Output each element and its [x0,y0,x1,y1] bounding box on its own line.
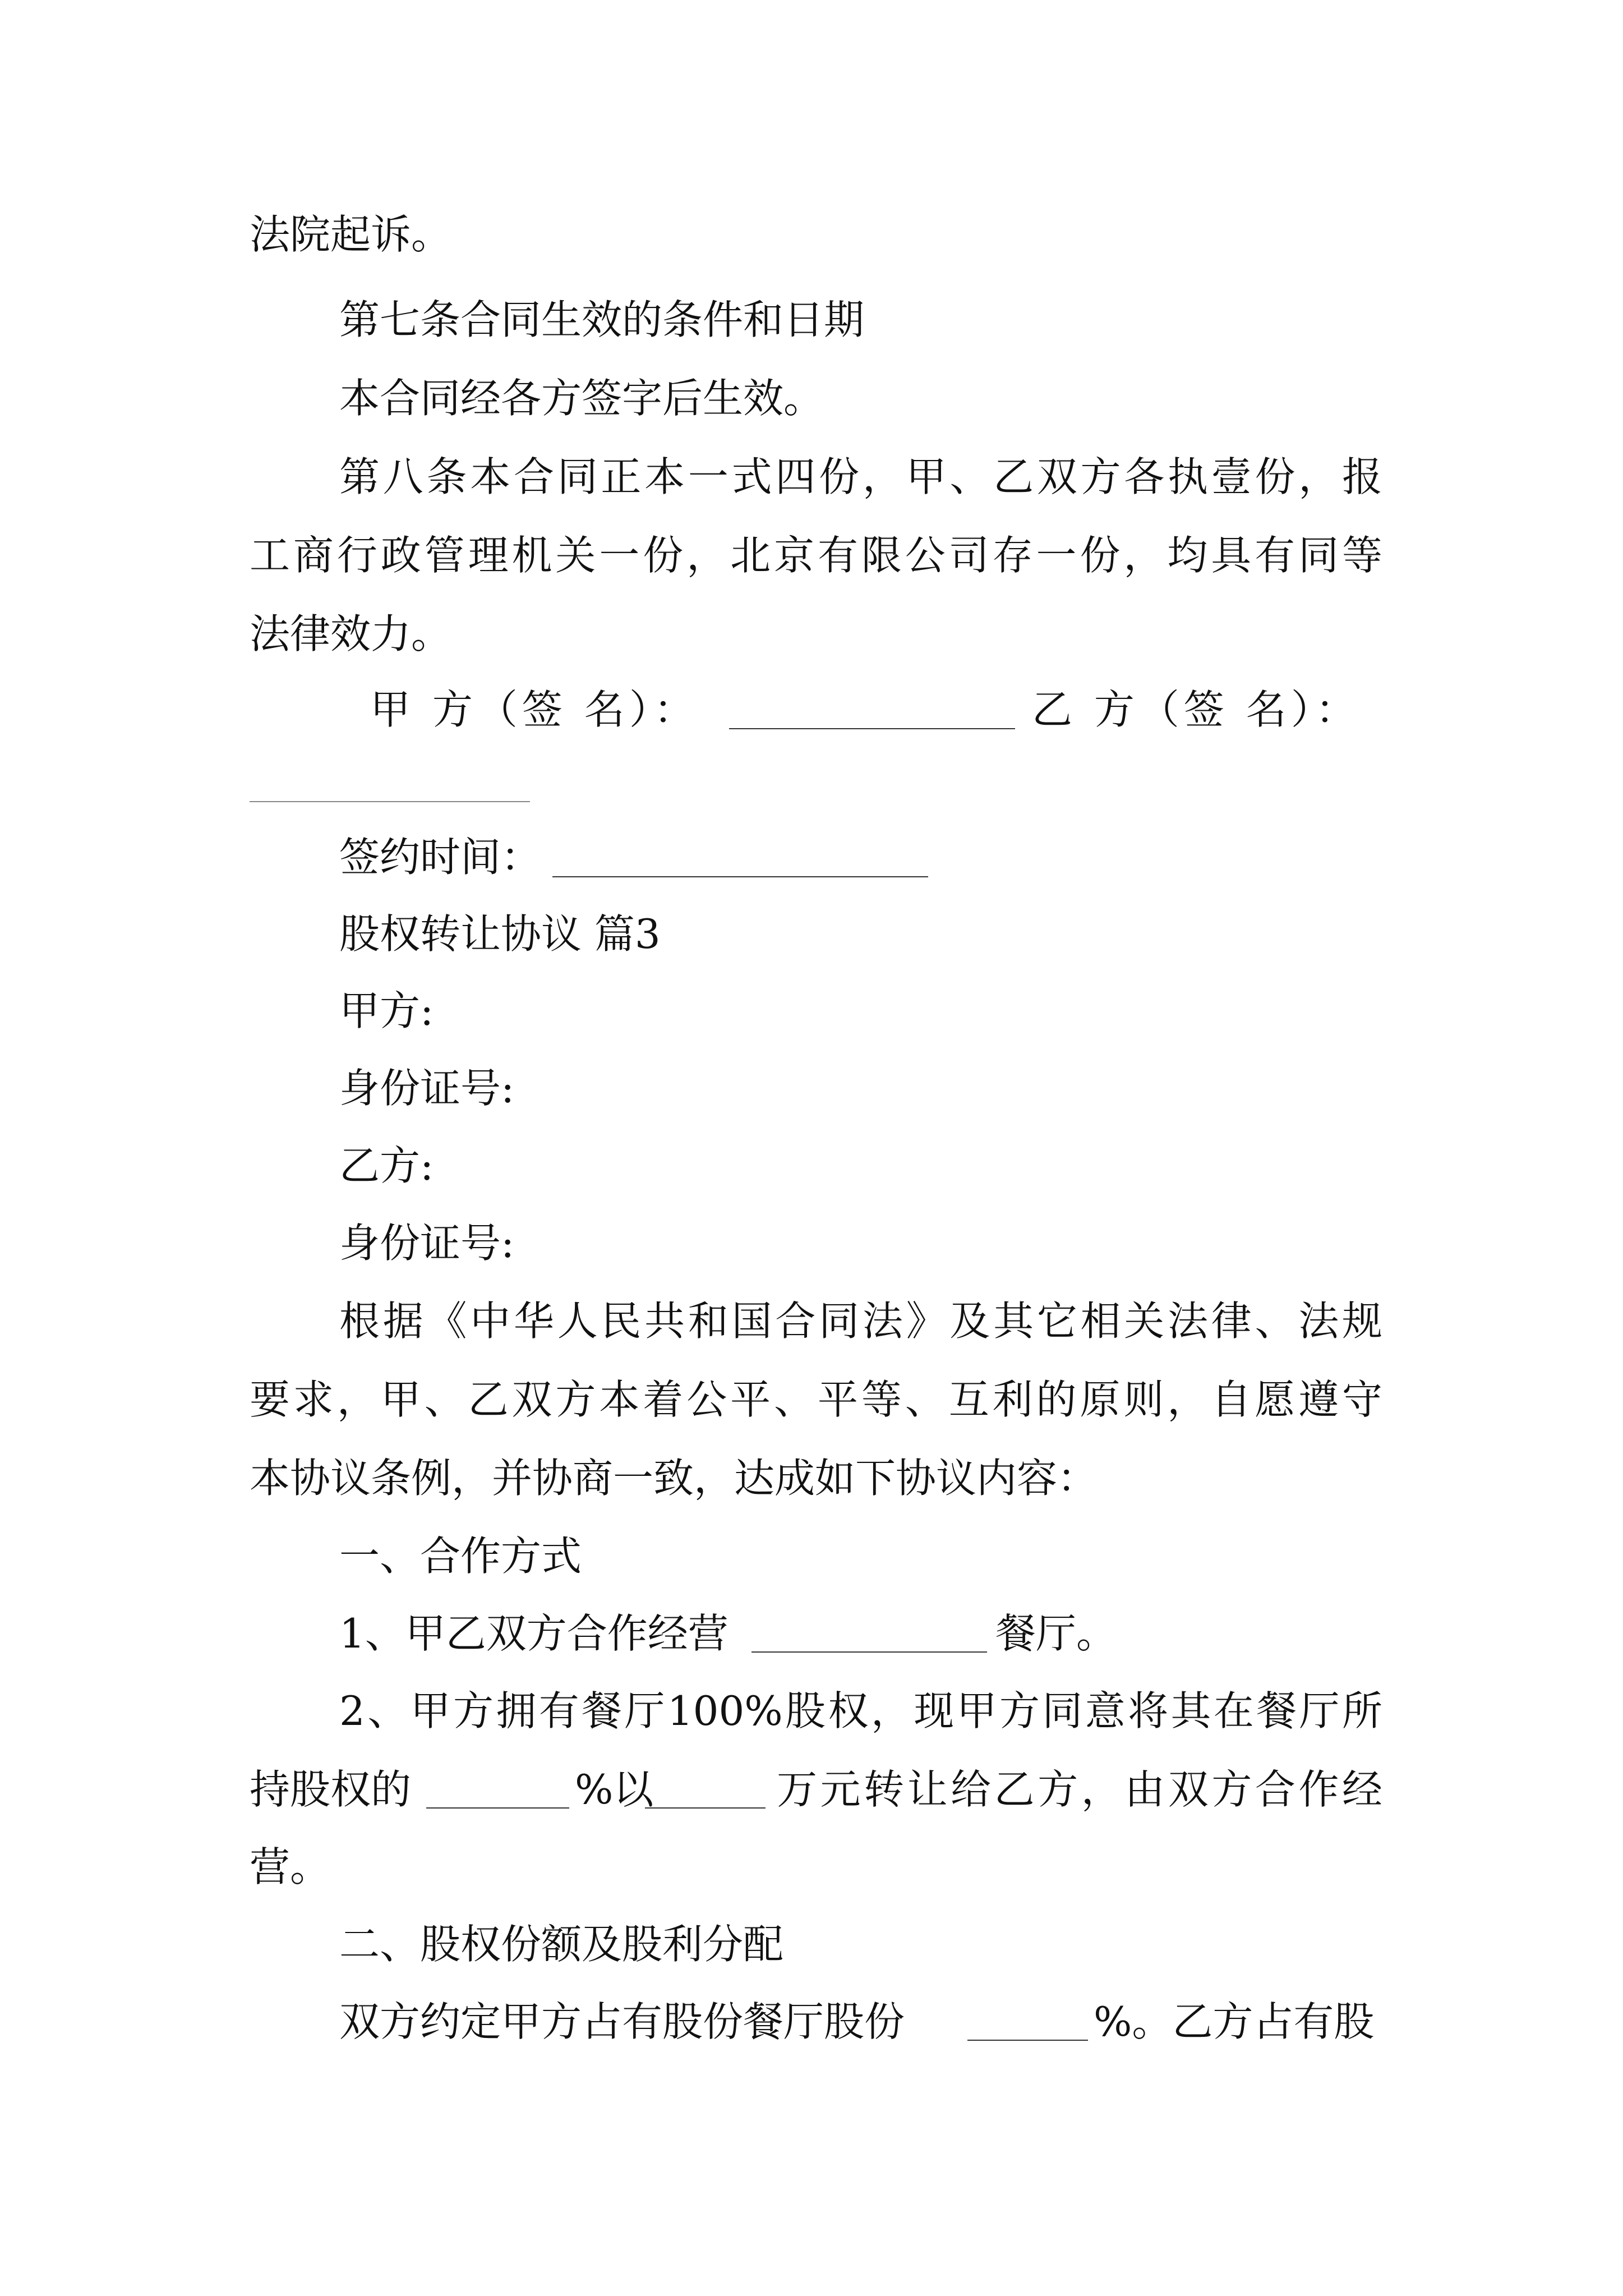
article-eight-line: 第八条本合同正本一式四份，甲、乙双方各执壹份，报 [339,453,1382,500]
clause-one-item-one-suffix: 餐厅。 [995,1610,1117,1657]
section-title: 股权转让协议 篇3 [339,910,661,958]
clause-one-item-two-line: 营。 [250,1843,331,1890]
party-a-id-label: 身份证号: [339,1065,515,1112]
transfer-amount-blank[interactable] [645,1807,766,1809]
signing-date-label: 签约时间： [339,834,542,881]
party-b-label: 乙方: [339,1142,434,1189]
clause-one-item-two-text: %以 [575,1766,654,1813]
paragraph-line: 法院起诉。 [250,211,452,258]
party-a-signature-blank[interactable] [729,728,1015,729]
restaurant-name-blank[interactable] [751,1651,987,1653]
clause-one-heading: 一、合作方式 [339,1533,582,1580]
intro-line: 本协议条例，并协商一致，达成如下协议内容： [250,1455,1098,1502]
party-b-signature-blank[interactable] [250,801,530,802]
clause-one-item-two-line: 2、甲方拥有餐厅100%股权，现甲方同意将其在餐厅所 [339,1687,1382,1734]
party-a-share-blank[interactable] [967,2040,1088,2041]
party-a-signature-label: 甲 方（签 名）： [370,686,699,733]
clause-one-item-one-prefix: 1、甲乙双方合作经营 [339,1610,728,1657]
party-a-label: 甲方: [339,987,434,1034]
article-eight-line: 法律效力。 [250,610,452,657]
clause-two-heading: 二、股权份额及股利分配 [339,1921,784,1968]
signing-date-blank[interactable] [552,876,928,877]
clause-two-text: %。乙方占有股 [1094,1998,1375,2045]
clause-one-item-two-text: 万元转让给乙方，由双方合作经 [777,1766,1382,1813]
article-seven-heading: 第七条合同生效的条件和日期 [339,296,865,343]
article-eight-line: 工商行政管理机关一份，北京有限公司存一份，均具有同等 [250,532,1382,579]
intro-line: 根据《中华人民共和国合同法》及其它相关法律、法规 [339,1297,1382,1345]
paragraph-line: 本合同经各方签字后生效。 [339,375,824,422]
clause-two-text: 双方约定甲方占有股份餐厅股份 [339,1998,905,2045]
clause-one-item-two-text: 持股权的 [250,1766,412,1813]
party-b-id-label: 身份证号: [339,1220,515,1267]
intro-line: 要求，甲、乙双方本着公平、平等、互利的原则，自愿遵守 [250,1376,1382,1423]
share-percent-blank[interactable] [426,1807,569,1809]
party-b-signature-label: 乙 方（签 名）： [1032,686,1361,733]
